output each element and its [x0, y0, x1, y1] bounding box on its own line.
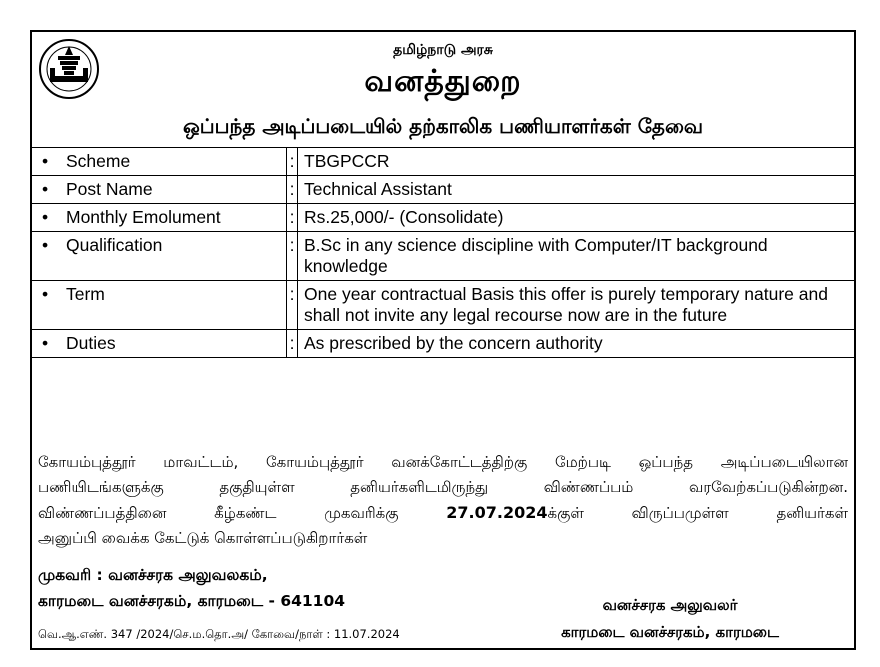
signatory-office: காரமடை வனச்சரகம், காரமடை — [561, 623, 779, 641]
notice-line: பணியிடங்களுக்கு தகுதியுள்ள தனியர்களிடமிருந்து விண்ணப்பம் வரவேற்கப்படுகின்றன. — [38, 478, 848, 496]
row-value: Technical Assistant — [298, 176, 855, 204]
table-row: • Post Name : Technical Assistant — [32, 176, 854, 204]
table-row: • Term : One year contractual Basis this offer is purely temporary nature and shall not invite any legal recourse now are in the future — [32, 281, 854, 330]
bullet-icon: • — [42, 151, 49, 171]
bullet-icon: • — [42, 179, 49, 199]
job-details-table — [32, 147, 854, 358]
row-value: One year contractual Basis this offer is purely temporary nature and shall not invite any legal recourse now are in the future — [298, 281, 855, 330]
bullet-icon: • — [42, 333, 49, 353]
row-value: As prescribed by the concern authority — [298, 330, 855, 358]
table-row: • Duties : As prescribed by the concern authority — [32, 330, 854, 358]
notice-line: கோயம்புத்தூர் மாவட்டம், கோயம்புத்தூர் வனக்கோட்டத்திற்கு மேற்படி ஒப்பந்த அடிப்படையிலான — [38, 453, 848, 471]
bullet-icon: • — [42, 207, 49, 227]
row-label: Qualification — [66, 235, 163, 255]
department-title: வனத்துறை — [364, 64, 522, 99]
row-label: Monthly Emolument — [66, 207, 221, 227]
row-value: B.Sc in any science discipline with Computer/IT background knowledge — [298, 232, 855, 281]
table-row: • Monthly Emolument : Rs.25,000/- (Consolidate) — [32, 204, 854, 232]
table-row: • Qualification : B.Sc in any science discipline with Computer/IT background knowledge — [32, 232, 854, 281]
advertisement-frame — [30, 30, 856, 650]
notice-paragraph — [38, 450, 848, 551]
row-label: Duties — [66, 333, 116, 353]
row-label: Scheme — [66, 151, 131, 171]
table-row: • Scheme : TBGPCCR — [32, 148, 854, 176]
notice-line: அனுப்பி வைக்க கேட்டுக் கொள்ளப்படுகிறார்கள் — [38, 529, 368, 547]
reference-number: வெ.ஆ.எண். 347 /2024/செ.ம.தொ.அ/ கோவை/நாள் : 11.07.2024 — [38, 627, 400, 641]
row-value: Rs.25,000/- (Consolidate) — [298, 204, 855, 232]
signatory-block — [500, 592, 840, 646]
row-label: Post Name — [66, 179, 153, 199]
application-deadline: 27.07.2024 — [446, 503, 548, 522]
row-label: Term — [66, 284, 105, 304]
signatory-title: வனச்சரக அலுவலர் — [602, 596, 738, 614]
row-value: TBGPCCR — [298, 148, 855, 176]
postal-address — [38, 562, 345, 614]
bullet-icon: • — [42, 235, 49, 255]
address-line: காரமடை வனச்சரகம், காரமடை - 641104 — [38, 592, 346, 610]
recruitment-subtitle: ஒப்பந்த அடிப்படையில் தற்காலிக பணியாளர்கள் தேவை — [182, 114, 704, 138]
government-heading: தமிழ்நாடு அரசு — [393, 42, 493, 58]
bullet-icon: • — [42, 284, 49, 304]
notice-line: விண்ணப்பத்தினை கீழ்கண்ட முகவரிக்கு 27.07.2024க்குள் விருப்பமுள்ள தனியர்கள் — [38, 503, 848, 522]
address-line: முகவரி : வனச்சரக அலுவலகம், — [38, 566, 268, 584]
